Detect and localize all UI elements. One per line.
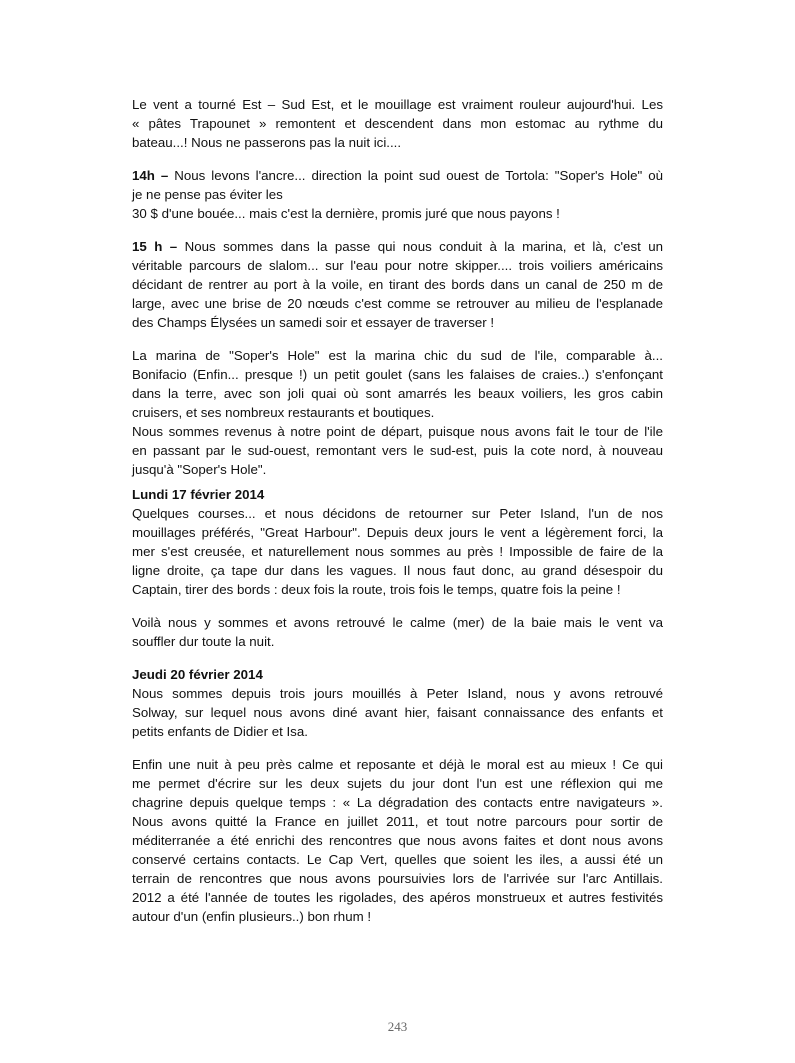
text-line: [132, 237, 663, 256]
text-line: 2012 a été l'année de toutes les rigolades, des apéros monstrueux et autres festivités: [132, 890, 663, 905]
time-label: 14h –: [132, 168, 169, 183]
text-line: souffler dur toute la nuit.: [132, 634, 275, 649]
time-label: 15 h –: [132, 239, 178, 254]
text-line: Captain, tirer des bords : deux fois la route, trois fois le temps, quatre fois la peine !: [132, 582, 621, 597]
text-line: mouillages préférés, "Great Harbour". Depuis deux jours le vent a légèrement forci, la: [132, 525, 663, 540]
text-line: terrain de rencontres que nous avons poursuivies lors de l'arrivée sur l'arc Antillais.: [132, 871, 663, 886]
paragraph-wind-change: [132, 95, 663, 152]
text-line: Nous avons quitté la France en juillet 2011, et tout notre parcours pour sortir de: [132, 814, 663, 829]
paragraph-marina: [132, 346, 663, 479]
text-line: bateau...! Nous ne passerons pas la nuit ici....: [132, 135, 402, 150]
text-line: Nous sommes depuis trois jours mouillés à Peter Island, nous y avons retrouvé: [132, 686, 663, 701]
text-span: Nous levons l'ancre... direction la point sud ouest de Tortola: "Soper's Hole" où: [168, 168, 663, 183]
text-line: Voilà nous y sommes et avons retrouvé le calme (mer) de la baie mais le vent va: [132, 615, 663, 630]
text-line: ligne droite, ça tape dur dans les vagues. Il nous faut donc, au grand désespoir du: [132, 563, 663, 578]
paragraph-voila: [132, 613, 663, 651]
text-line: conservé certains contacts. Le Cap Vert, quelles que soient les iles, a aussi été un: [132, 852, 663, 867]
text-line: méditerranée a été enrichi des rencontres que nous avons faites et dont nous avons: [132, 833, 663, 848]
text-line: Quelques courses... et nous décidons de retourner sur Peter Island, l'un de nos: [132, 506, 663, 521]
paragraph-15h: [132, 237, 663, 332]
text-line: petits enfants de Didier et Isa.: [132, 724, 308, 739]
text-line: jusqu'à "Soper's Hole".: [132, 462, 267, 477]
date-heading: Jeudi 20 février 2014: [132, 667, 263, 682]
page-number: 243: [387, 1019, 408, 1034]
text-line: décidant de rentrer au port à la voile, en tirant des bords dans un canal de 250 m de: [132, 277, 663, 292]
text-line: [132, 166, 663, 185]
document-body: [132, 95, 663, 940]
text-line: « pâtes Trapounet » remontent et descendent dans mon estomac au rythme du: [132, 116, 663, 131]
text-line: La marina de "Soper's Hole" est la marina chic du sud de l'ile, comparable à...: [132, 348, 663, 363]
text-line: véritable parcours de slalom... sur l'eau pour notre skipper.... trois voiliers américains: [132, 258, 663, 273]
text-line: dans la terre, avec son joli quai où sont amarrés les beaux voiliers, les gros cabin: [132, 386, 663, 401]
date-heading: Lundi 17 février 2014: [132, 487, 265, 502]
text-line: me permet d'écrire sur les deux sujets du jour dont l'un est une réflexion qui me: [132, 776, 663, 791]
text-line: cruisers, et ses nombreux restaurants et boutiques.: [132, 405, 435, 420]
text-line: 30 $ d'une bouée... mais c'est la dernière, promis juré que nous payons !: [132, 206, 560, 221]
text-line: je ne pense pas éviter les: [132, 187, 283, 202]
paragraph-14h: [132, 166, 663, 223]
text-line: Bonifacio (Enfin... presque !) un petit goulet (sans les falaises de craies..) s'enfonçant: [132, 367, 663, 382]
text-line: Nous sommes revenus à notre point de départ, puisque nous avons fait le tour de l'ile: [132, 424, 663, 439]
paragraph-enfin: [132, 755, 663, 926]
text-line: autour d'un (enfin plusieurs..) bon rhum !: [132, 909, 372, 924]
entry-jeudi-20: [132, 665, 663, 741]
text-line: mer s'est creusée, et naturellement nous sommes au près ! Impossible de faire de la: [132, 544, 663, 559]
entry-lundi-17: [132, 485, 663, 599]
text-line: large, avec une brise de 20 nœuds c'est comme se retrouver au milieu de l'esplanade: [132, 296, 663, 311]
text-line: Solway, sur lequel nous avons diné avant hier, faisant connaissance des enfants et: [132, 705, 663, 720]
text-line: chagrine depuis quelque temps : « La dégradation des contacts entre navigateurs ».: [132, 795, 663, 810]
text-line: en passant par le sud-ouest, remontant vers le sud-est, puis la cote nord, à nouveau: [132, 443, 663, 458]
text-line: Le vent a tourné Est – Sud Est, et le mouillage est vraiment rouleur aujourd'hui. Les: [132, 97, 663, 112]
text-span: Nous sommes dans la passe qui nous conduit à la marina, et là, c'est un: [177, 239, 664, 254]
text-line: des Champs Élysées un samedi soir et essayer de traverser !: [132, 315, 495, 330]
text-line: Enfin une nuit à peu près calme et reposante et déjà le moral est au mieux ! Ce qui: [132, 757, 663, 772]
